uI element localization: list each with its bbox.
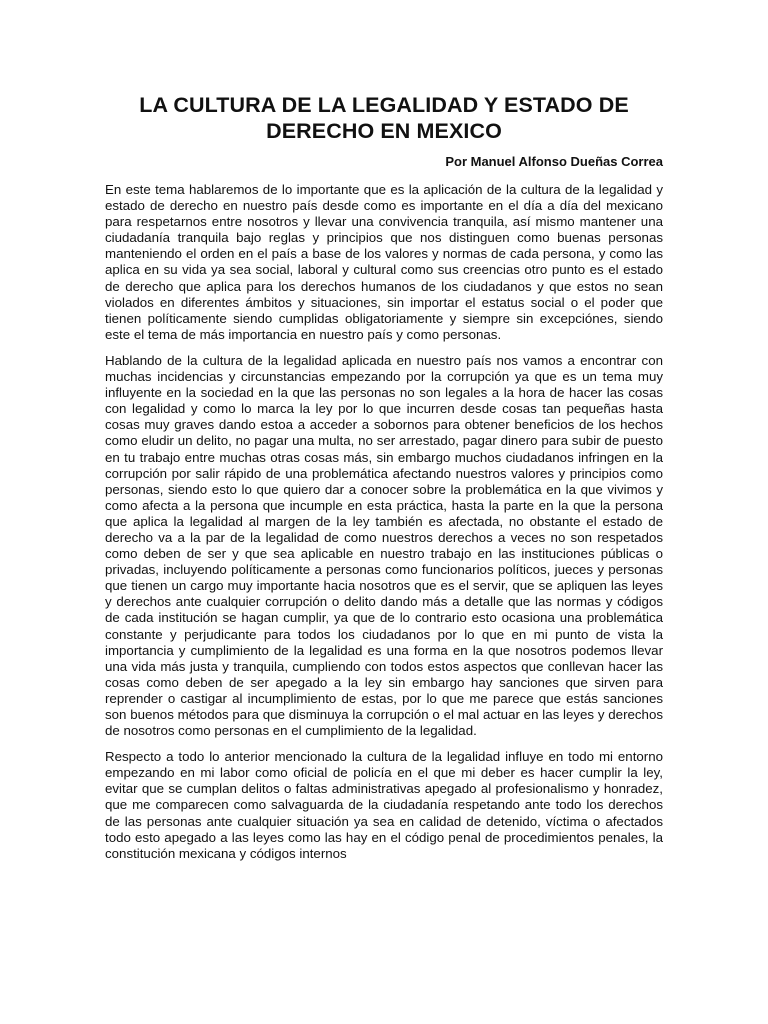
title-line-2: DERECHO EN MEXICO	[266, 119, 502, 143]
paragraph-3: Respecto a todo lo anterior mencionado la cultura de la legalidad influye en todo mi entorno empezando en mi labor como oficial de policía en el que mi deber es hacer cumplir la ley, evitar que se cumplan delitos o faltas administrativas apegado al profesionalismo y honradez, que me comparecen como salvaguarda de la ciudadanía respetando ante todo los derechos de las personas ante cualquier situación ya sea en calidad de detenido, víctima o afectados todo esto apegado a las leyes como las hay en el código penal de procedimientos penales, la constitución mexicana y códigos internos	[105, 749, 663, 861]
author-byline: Por Manuel Alfonso Dueñas Correa	[445, 154, 663, 169]
paragraph-1: En este tema hablaremos de lo importante que es la aplicación de la cultura de la legalidad y estado de derecho en nuestro país desde como es importante en el día a día del mexicano para respetarnos entre nosotros y llevar una convivencia tranquila, así mismo mantener una ciudadanía tranquila bajo reglas y principios que nos distinguen como buenas personas manteniendo el orden en el país a base de los valores y normas de cada persona, y como las aplica en su vida ya sea social, laboral y cultural como sus creencias otro punto es el estado de derecho que aplica para los derechos humanos de los ciudadanos y que estos no sean violados en diferentes ámbitos y situaciones, sin importar el estatus social o el poder que tienen políticamente siendo cumplidas obligatoriamente y siempre sin excepciónes, siendo este el tema de más importancia en nuestro país y como personas.	[105, 182, 663, 342]
document-body	[105, 182, 663, 862]
paragraph-2: Hablando de la cultura de la legalidad aplicada en nuestro país nos vamos a encontrar con muchas incidencias y circunstancias empezando por la corrupción ya que es un tema muy influyente en la sociedad en la que las personas no son legales a la hora de hacer las cosas con legalidad y como lo marca la ley por lo que incurren desde cosas tan pequeñas hasta cosas muy graves dando estoa a acceder a sobornos para obtener beneficios de los hechos como eludir un delito, no pagar una multa, no ser arrestado, pagar dinero para subir de puesto en tu trabajo entre muchas otras cosas más, sin embargo muchos ciudadanos infringen en la corrupción por salir rápido de una problemática afectando nuestros valores y principios como personas, siendo esto lo que quiero dar a conocer sobre la problemática en la que vivimos y como afecta a la persona que incumple en esta práctica, hasta la parte en la que la persona que aplica la legalidad al margen de la ley también es afectada, no obstante el estado de derecho va a la par de la legalidad de como nuestros derechos a veces no son respetados como deben de ser y que sea aplicable en nuestro trabajo en las instituciones públicas o privadas, incluyendo políticamente a personas como funcionarios políticos, jueces y personas que tienen un cargo muy importante hacia nosotros que es el servir, que se apliquen las leyes y derechos ante cualquier corrupción o delito dando más a detalle que las normas y códigos de cada institución se hagan cumplir, ya que de lo contrario esto ocasiona una problemática constante y perjudicante para todos los ciudadanos por lo que en mi punto de vista la importancia y cumplimiento de la legalidad es una forma en la que nosotros podemos llevar una vida más justa y tranquila, cumpliendo con todos estos aspectos que conllevan hacer las cosas como deben de ser apegado a la ley sin embargo hay sanciones que sirven para reprender o castigar al incumplimiento de estas, por lo que me parece que estás sanciones son buenos métodos para que disminuya la corrupción o el mal actuar en las leyes y derechos de nosotros como personas en el cumplimiento de la legalidad.	[105, 352, 663, 739]
document-page	[105, 92, 663, 872]
document-title	[105, 92, 663, 144]
title-line-1: LA CULTURA DE LA LEGALIDAD Y ESTADO DE	[139, 93, 629, 117]
